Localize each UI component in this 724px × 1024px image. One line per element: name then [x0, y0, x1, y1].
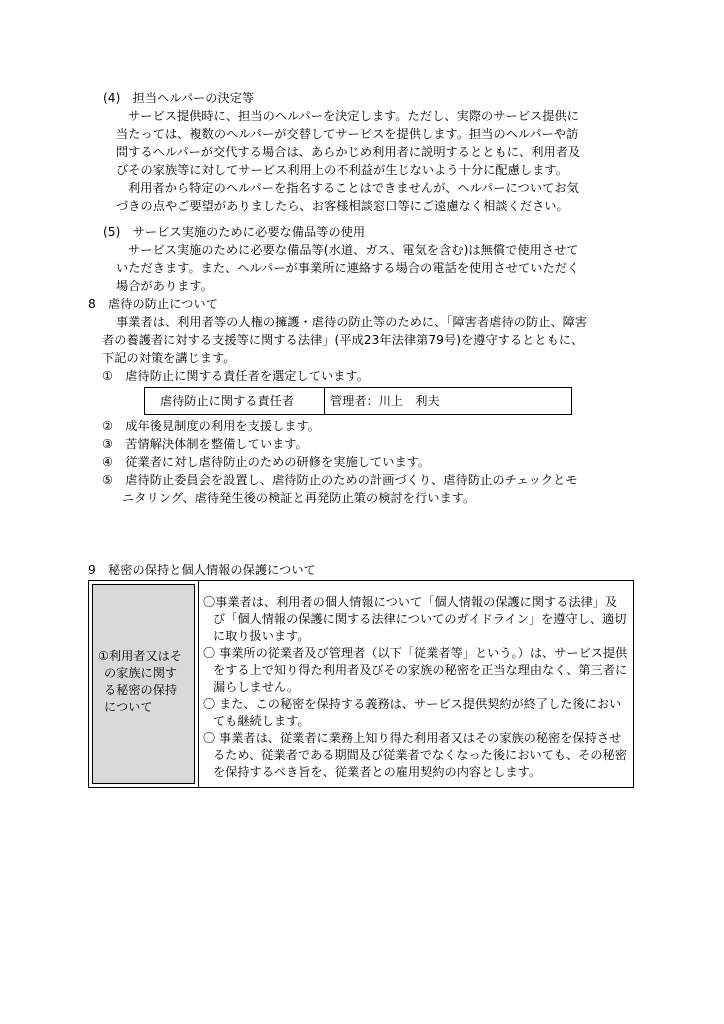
section-4-line: 利用者から特定のヘルパーを指名することはできませんが、ヘルパーについてお気 — [128, 181, 579, 195]
section-8-heading: 8 虐待の防止について — [88, 297, 218, 311]
privacy-label-line: の家族に関す — [104, 666, 178, 680]
privacy-label-line: について — [104, 700, 153, 714]
section-8-line: 下記の対策を講じます。 — [102, 351, 236, 365]
abuse-officer-divider — [324, 387, 325, 415]
privacy-text-line: 〇 事業者は、従業者に業務上知り得た利用者又はその家族の秘密を保持させ — [203, 731, 622, 745]
section-5-heading: (5) サービス実施のために必要な備品等の使用 — [103, 225, 366, 239]
privacy-text-line: をする上で知り得た利用者及びその家族の秘密を正当な理由なく、第三者に — [213, 663, 628, 677]
privacy-text-line: び「個人情報の保護に関する法律についてのガイドライン」を遵守し、適切 — [213, 612, 627, 626]
privacy-label-line: ①利用者又はそ — [98, 649, 183, 663]
section-4-line: びその家族等に対してサービス利用上の不利益が生じないよう十分に配慮します。 — [116, 163, 568, 177]
section-4-line: サービス提供時に、担当のヘルパーを決定します。ただし、実際のサービス提供に — [128, 109, 579, 123]
section-5-line: いただきます。また、ヘルパーが事業所に連絡する場合の電話を使用させていただく — [116, 261, 580, 275]
section-4-line: 問するヘルパーが交代する場合は、あらかじめ利用者に説明するとともに、利用者及 — [116, 145, 581, 159]
privacy-text-line: 〇 事業所の従業者及び管理者（以下「従業者等」という。）は、サービス提供 — [203, 646, 628, 660]
privacy-text-line: 〇 また、この秘密を保持する義務は、サービス提供契約が終了した後におい — [203, 697, 622, 711]
section-4-heading: (4) 担当ヘルパーの決定等 — [103, 91, 255, 105]
privacy-text-line: 漏らしません。 — [213, 680, 300, 694]
section-8-item: ② 成年後見制度の利用を支援します。 — [102, 419, 321, 433]
privacy-text-line: を保持するべき旨を、従業者との雇用契約の内容とします。 — [213, 765, 542, 779]
section-9-heading: 9 秘密の保持と個人情報の保護について — [88, 563, 316, 577]
section-8-item: ④ 従業者に対し虐待防止のための研修を実施しています。 — [102, 455, 431, 469]
section-8-line: 事業者は、利用者等の人権の擁護・虐待の防止等のために、「障害者虐待の防止、障害 — [116, 315, 588, 329]
section-8-item: ① 虐待防止に関する責任者を選定しています。 — [102, 369, 369, 383]
privacy-text-line: るため、従業者である期間及び従業者でなくなった後においても、その秘密 — [213, 748, 627, 762]
section-8-item: ニタリング、虐待発生後の検証と再発防止策の検討を行います。 — [122, 491, 476, 505]
abuse-officer-label: 虐待防止に関する責任者 — [160, 394, 295, 408]
section-5-line: サービス実施のために必要な備品等(水道、ガス、電気を含む)は無償で使用させて — [128, 243, 579, 257]
section-8-line: 者の養護者に対する支援等に関する法律」(平成23年法律第79号)を遵守するとともに、 — [102, 333, 584, 347]
section-5-line: 場合があります。 — [116, 279, 213, 293]
section-4-line: 当たっては、複数のヘルパーが交替してサービスを提供します。担当のヘルパーや訪 — [116, 127, 579, 141]
privacy-text-line: 〇事業者は、利用者の個人情報について「個人情報の保護に関する法律」及 — [203, 595, 618, 609]
section-4-line: づきの点やご要望がありましたら、お客様相談窓口等にご遠慮なく相談ください。 — [116, 199, 569, 213]
section-8-item: ⑤ 虐待防止委員会を設置し、虐待防止のための計画づくり、虐待防止のチェックとモ — [102, 473, 578, 487]
privacy-text-line: に取り扱います。 — [213, 629, 310, 643]
privacy-table-divider — [198, 580, 199, 788]
section-8-item: ③ 苦情解決体制を整備しています。 — [102, 437, 308, 451]
privacy-text-line: ても継続します。 — [213, 714, 310, 728]
privacy-label-line: る秘密の保持 — [104, 683, 178, 697]
abuse-officer-value: 管理者：川上 利夫 — [330, 394, 440, 408]
